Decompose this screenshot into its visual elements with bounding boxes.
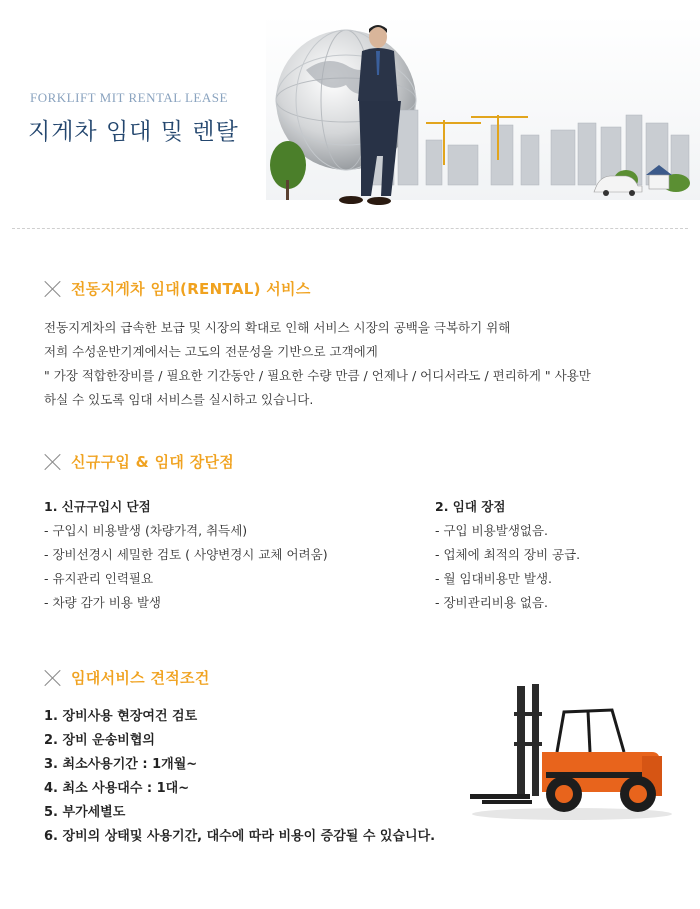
forklift-mast bbox=[514, 684, 542, 798]
forklift-cabin bbox=[557, 710, 624, 752]
list-item: 6. 장비의 상태및 사용기간, 대수에 따라 비용이 증감될 수 있습니다. bbox=[44, 829, 436, 844]
forklift-forks bbox=[470, 794, 532, 804]
list-item: - 유지관리 인력필요 bbox=[44, 571, 154, 586]
list-item: 5. 부가세별도 bbox=[44, 805, 126, 820]
list-item: 2. 장비 운송비협의 bbox=[44, 733, 155, 748]
section-quote-conditions-heading bbox=[44, 667, 210, 688]
section-title: 임대서비스 견적조건 bbox=[71, 669, 210, 687]
list-item: - 업체에 최적의 장비 공급. bbox=[435, 547, 581, 562]
section-pros-cons-heading bbox=[44, 451, 234, 472]
list-item: - 월 임대비용만 발생. bbox=[435, 571, 553, 586]
list-item: 4. 최소 사용대수 : 1대~ bbox=[44, 781, 190, 796]
list-item: - 장비관리비용 없음. bbox=[435, 595, 549, 610]
page-header bbox=[0, 0, 700, 215]
forklift-wheel bbox=[546, 776, 582, 812]
section-title: 전동지게차 임대(RENTAL) 서비스 bbox=[71, 280, 311, 298]
section-rental-service-heading bbox=[44, 278, 311, 299]
paragraph-line: " 가장 적합한장비를 / 필요한 기간동안 / 필요한 수량 만큼 / 언제나 / 어디서라도 / 편리하게 " 사용만 bbox=[44, 368, 591, 383]
list-heading: 2. 임대 장점 bbox=[435, 499, 506, 514]
rental-advantages-list bbox=[435, 495, 580, 615]
purchase-disadvantages-list bbox=[44, 495, 328, 615]
quote-conditions-list bbox=[44, 705, 435, 849]
list-item: - 구입시 비용발생 (차량가격, 취득세) bbox=[44, 523, 248, 538]
list-item: - 차량 감가 비용 발생 bbox=[44, 595, 162, 610]
forklift-wheel bbox=[620, 776, 656, 812]
list-item: - 장비선경시 세밀한 검토 ( 사양변경시 교체 어려움) bbox=[44, 547, 328, 562]
forklift-image bbox=[462, 682, 680, 822]
paragraph-line: 하실 수 있도록 임대 서비스를 실시하고 있습니다. bbox=[44, 392, 314, 407]
section-title: 신규구입 & 임대 장단점 bbox=[71, 453, 235, 471]
header-subtitle: FORKLIFT MIT RENTAL LEASE bbox=[30, 90, 228, 105]
cross-bullet-icon bbox=[44, 453, 62, 471]
list-item: - 구입 비용발생없음. bbox=[435, 523, 549, 538]
list-item: 1. 장비사용 현장여건 검토 bbox=[44, 709, 198, 724]
header-divider bbox=[12, 228, 688, 229]
cross-bullet-icon bbox=[44, 669, 62, 687]
hero-illustration bbox=[266, 15, 700, 215]
cross-bullet-icon bbox=[44, 280, 62, 298]
list-heading: 1. 신규구입시 단점 bbox=[44, 499, 151, 514]
list-item: 3. 최소사용기간 : 1개월~ bbox=[44, 757, 198, 772]
page-title: 지게차 임대 및 렌탈 bbox=[28, 119, 239, 145]
paragraph-line: 저희 수성운반기계에서는 고도의 전문성을 기반으로 고객에게 bbox=[44, 344, 378, 359]
paragraph-line: 전동지게차의 급속한 보급 및 시장의 확대로 인해 서비스 시장의 공백을 극복하기 위해 bbox=[44, 320, 511, 335]
rental-service-description bbox=[44, 316, 591, 412]
